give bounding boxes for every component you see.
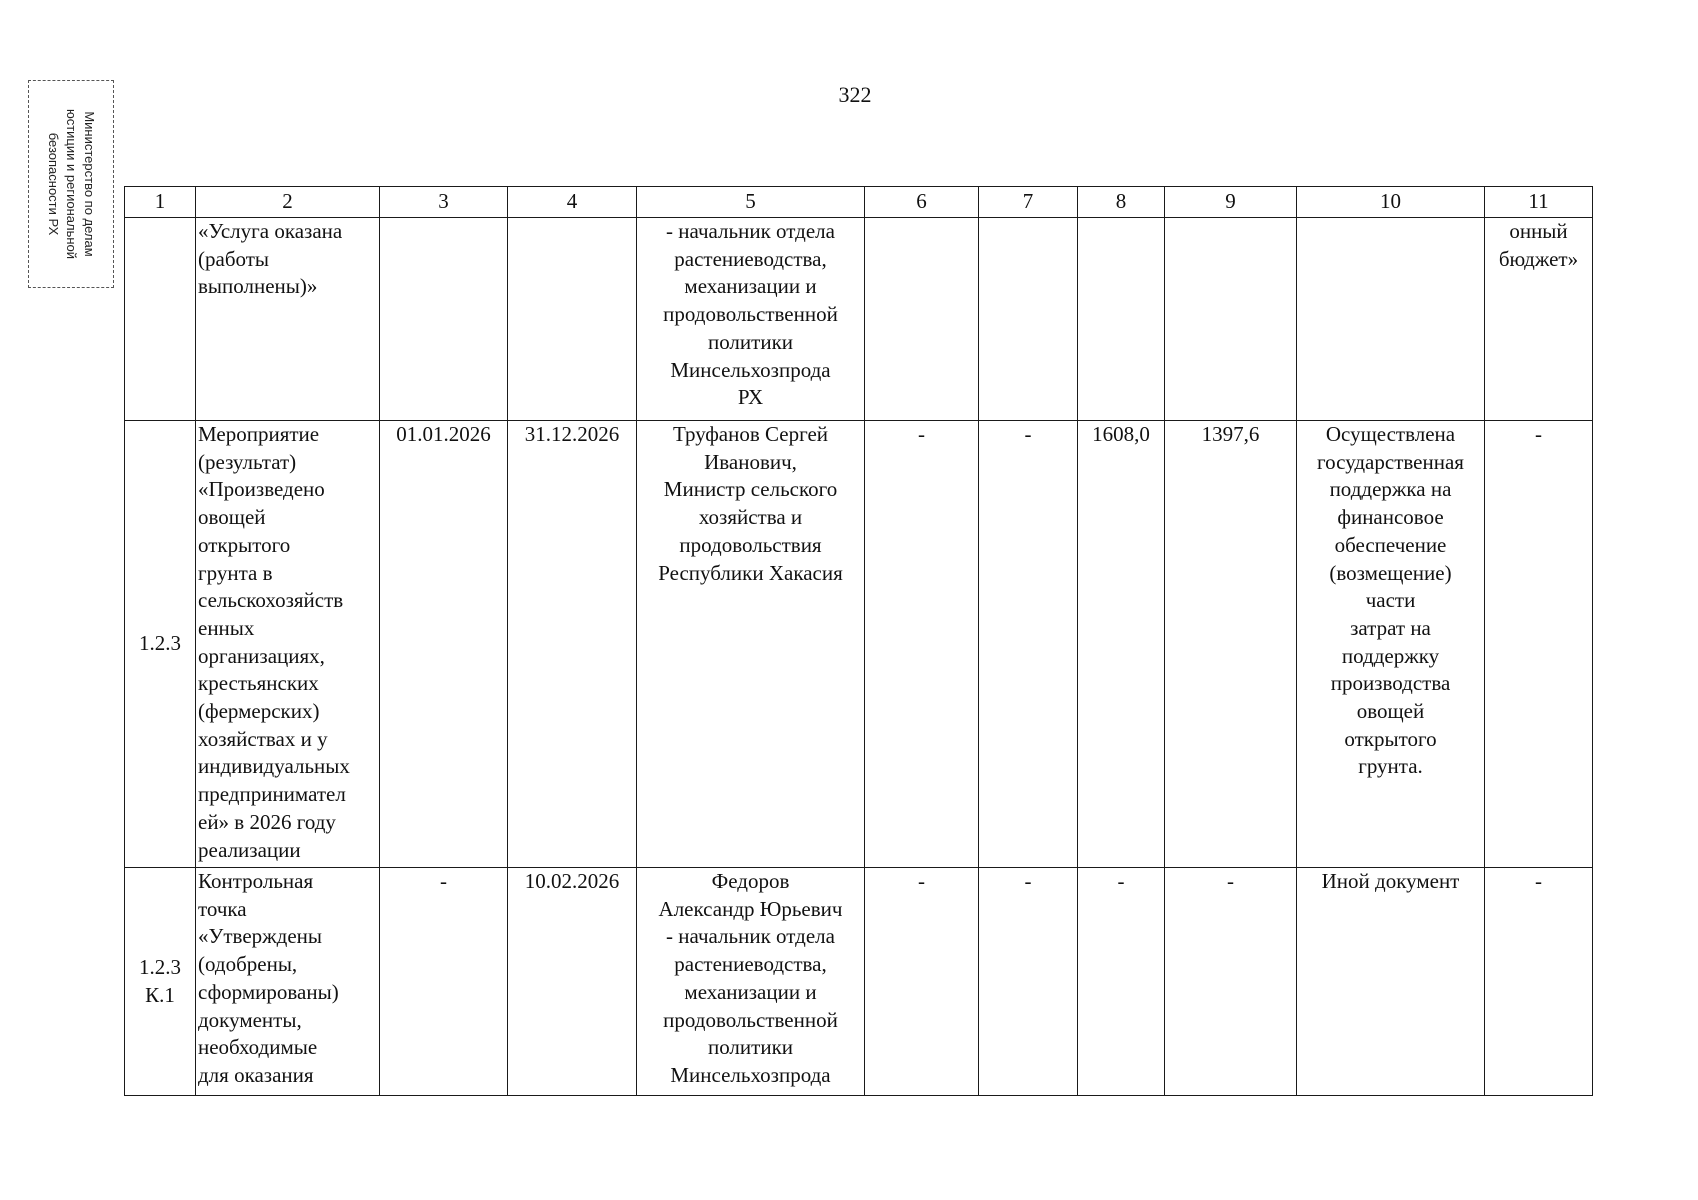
cell-line: политики — [707, 1035, 794, 1060]
column-number-cell: 10 — [1297, 187, 1485, 218]
cell-line: - начальник отдела — [666, 219, 835, 243]
cell-line: грунта. — [1358, 754, 1423, 779]
column-number-cell: 4 — [508, 187, 637, 218]
cell-line: «Произведено — [198, 477, 325, 502]
stamp-line: Министерство по делам — [82, 111, 97, 257]
cell-line: К.1 — [145, 982, 175, 1007]
cell-line: 1.2.3 — [139, 631, 181, 656]
cell-line: хозяйствах и у — [198, 726, 328, 751]
cell-line: поддержка на — [1329, 477, 1452, 502]
table-row — [125, 218, 1593, 421]
row-number-cell — [125, 218, 196, 421]
value-cell — [1165, 218, 1297, 421]
cell-line: Иванович, — [704, 449, 797, 474]
table-row — [125, 868, 1593, 1096]
cell-line: Минсельхозпрода — [670, 357, 831, 382]
funding-cell — [1485, 868, 1593, 1096]
cell-line: открытого — [198, 532, 291, 557]
column-number-cell: 9 — [1165, 187, 1297, 218]
value-cell: 1397,6 — [1165, 421, 1297, 868]
cell-line: хозяйства и — [698, 505, 803, 530]
column-number-row — [125, 187, 1593, 218]
cell-line: 1.2.3 — [139, 954, 181, 979]
funding-cell — [1485, 421, 1593, 868]
value-cell: 1608,0 — [1078, 421, 1165, 868]
cell-line: продовольствия — [679, 532, 822, 557]
cell-line: механизации и — [684, 979, 817, 1004]
cell-line: (возмещение) — [1329, 560, 1452, 585]
cell-line: Министр сельского — [663, 477, 838, 502]
cell-line: обеспечение — [1334, 532, 1447, 557]
cell-line: (работы — [198, 246, 270, 271]
end-date-cell — [508, 218, 637, 421]
cell-line: (фермерских) — [198, 699, 320, 724]
value-cell — [1078, 218, 1165, 421]
value-cell: - — [1078, 868, 1165, 1096]
cell-line: - — [1535, 422, 1542, 446]
value-cell: - — [1165, 868, 1297, 1096]
cell-line: Республики Хакасия — [658, 560, 843, 585]
page-number: 322 — [838, 82, 872, 107]
row-number-cell — [125, 868, 196, 1096]
cell-line: грунта в — [198, 560, 273, 585]
cell-line: - начальник отдела — [666, 924, 835, 949]
cell-line: сформированы) — [198, 979, 339, 1004]
value-cell: - — [979, 868, 1078, 1096]
cell-line: РХ — [737, 385, 764, 410]
responsible-cell — [637, 218, 865, 421]
column-number-cell: 7 — [979, 187, 1078, 218]
column-number-cell: 3 — [380, 187, 508, 218]
cell-line: Иной документ — [1321, 869, 1460, 893]
result-cell — [1297, 421, 1485, 868]
cell-line: реализации — [198, 837, 301, 862]
cell-line: сельскохозяйств — [198, 588, 344, 613]
description-cell — [196, 421, 380, 868]
cell-line: «Утверждены — [198, 924, 323, 949]
cell-line: политики — [707, 329, 794, 354]
column-number-cell: 8 — [1078, 187, 1165, 218]
stamp-line: безопасности РХ — [46, 132, 61, 236]
cell-line: онный — [1509, 219, 1568, 243]
cell-line: выполнены)» — [198, 274, 318, 299]
column-number-cell: 2 — [196, 187, 380, 218]
cell-line: Осуществлена — [1325, 422, 1456, 446]
row-number-cell — [125, 421, 196, 868]
value-cell — [979, 218, 1078, 421]
cell-line: финансовое — [1337, 505, 1444, 530]
responsible-cell — [637, 868, 865, 1096]
cell-line: крестьянских — [198, 671, 319, 696]
stamp-line: юстиции и региональной — [64, 108, 79, 260]
cell-line: для оказания — [198, 1062, 314, 1087]
result-cell — [1297, 868, 1485, 1096]
cell-line: енных — [198, 615, 255, 640]
activities-table — [124, 186, 1593, 1096]
stamp-text — [44, 84, 98, 284]
cell-line: «Услуга оказана — [198, 219, 343, 243]
table-row — [125, 421, 1593, 868]
end-date-cell: 10.02.2026 — [508, 868, 637, 1096]
funding-cell — [1485, 218, 1593, 421]
cell-line: овощей — [1356, 699, 1425, 724]
value-cell — [865, 218, 979, 421]
column-number-cell: 5 — [637, 187, 865, 218]
cell-line: точка — [198, 896, 247, 921]
cell-line: Александр Юрьевич — [658, 896, 843, 921]
cell-line: необходимые — [198, 1035, 318, 1060]
cell-line: государственная — [1317, 449, 1464, 474]
cell-line: части — [1365, 588, 1416, 613]
start-date-cell: 01.01.2026 — [380, 421, 508, 868]
cell-line: растениеводства, — [674, 952, 827, 977]
cell-line: затрат на — [1350, 615, 1431, 640]
responsible-cell — [637, 421, 865, 868]
cell-line: Контрольная — [198, 869, 314, 893]
cell-line: овощей — [198, 505, 266, 530]
cell-line: ей» в 2026 году — [198, 809, 336, 834]
cell-line: (одобрены, — [198, 952, 298, 977]
cell-line: поддержку — [1341, 643, 1440, 668]
value-cell: - — [979, 421, 1078, 868]
column-number-cell: 11 — [1485, 187, 1593, 218]
description-cell — [196, 868, 380, 1096]
value-cell: - — [865, 421, 979, 868]
cell-line: продовольственной — [663, 302, 838, 327]
cell-line: Мероприятие — [198, 422, 320, 446]
end-date-cell: 31.12.2026 — [508, 421, 637, 868]
start-date-cell — [380, 218, 508, 421]
cell-line: механизации и — [684, 274, 817, 299]
cell-line: продовольственной — [663, 1007, 838, 1032]
cell-line: Минсельхозпрода — [670, 1062, 831, 1087]
value-cell: - — [865, 868, 979, 1096]
cell-line: - — [1535, 869, 1542, 893]
column-number-cell: 6 — [865, 187, 979, 218]
cell-line: бюджет» — [1498, 246, 1579, 271]
cell-line: производства — [1330, 671, 1451, 696]
cell-line: (результат) — [198, 449, 297, 474]
start-date-cell: - — [380, 868, 508, 1096]
registration-stamp — [28, 80, 114, 288]
cell-line: открытого — [1344, 726, 1437, 751]
cell-line: Федоров — [711, 869, 790, 893]
cell-line: организациях, — [198, 643, 325, 668]
cell-line: предпринимател — [198, 782, 346, 807]
cell-line: документы, — [198, 1007, 302, 1032]
cell-line: индивидуальных — [198, 754, 350, 779]
result-cell — [1297, 218, 1485, 421]
cell-line: растениеводства, — [674, 246, 827, 271]
description-cell — [196, 218, 380, 421]
cell-line: Труфанов Сергей — [672, 422, 829, 446]
column-number-cell: 1 — [125, 187, 196, 218]
